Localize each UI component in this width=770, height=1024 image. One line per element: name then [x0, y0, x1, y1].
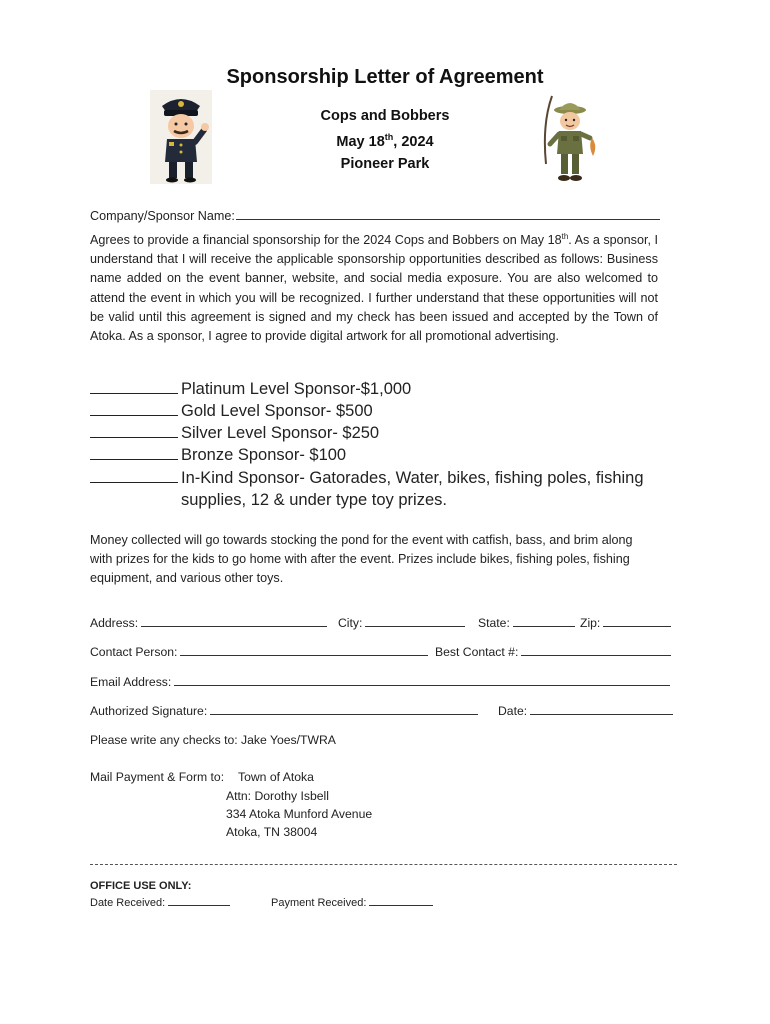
- level-bronze[interactable]: Bronze Sponsor- $100: [90, 446, 346, 465]
- fisherman-illustration: [538, 94, 602, 186]
- zip-field[interactable]: Zip:: [580, 616, 671, 630]
- police-officer-illustration: [150, 90, 212, 184]
- mail-line-3: 334 Atoka Munford Avenue: [226, 807, 373, 821]
- mail-line-2: Attn: Dorothy Isbell: [226, 789, 329, 803]
- sponsor-name-line[interactable]: [236, 218, 660, 220]
- address-field[interactable]: Address:: [90, 616, 327, 630]
- office-divider: [90, 864, 677, 865]
- sponsor-name-field[interactable]: [90, 209, 660, 223]
- level-gold[interactable]: Gold Level Sponsor- $500: [90, 402, 373, 421]
- event-date: May 18th, 2024: [336, 132, 434, 150]
- level-in-kind[interactable]: In-Kind Sponsor- Gatorades, Water, bikes, fishing poles, fishing: [90, 469, 644, 488]
- event-location: Pioneer Park: [340, 156, 430, 172]
- state-field[interactable]: State:: [478, 616, 575, 630]
- mail-label: Mail Payment & Form to:: [90, 770, 225, 784]
- agreement-paragraph: Agrees to provide a financial sponsorship for the 2024 Cops and Bobbers on May 18th. As a sponsor, I understand that I will receive the applicable sponsorship opportunities described as follows: Business name added on the event banner, website, and social media exposure. You are also welcomed to attend the event in which you will be recognized. I further understand that these opportunities will not be valid until this agreement is signed and my check has been issued and accepted by the Town of Atoka. As a sponsor, I agree to provide digital artwork for all promotional advertising.: [90, 231, 658, 344]
- date-field[interactable]: Date:: [498, 704, 673, 718]
- level-platinum[interactable]: Platinum Level Sponsor-$1,000: [90, 380, 411, 399]
- checks-note: Please write any checks to: Jake Yoes/TWRA: [90, 733, 336, 747]
- signature-field[interactable]: Authorized Signature:: [90, 704, 478, 718]
- email-field[interactable]: Email Address:: [90, 675, 670, 689]
- level-in-kind-continuation: supplies, 12 & under type toy prizes.: [181, 491, 447, 509]
- level-silver[interactable]: Silver Level Sponsor- $250: [90, 424, 379, 443]
- money-note: Money collected will go towards stocking the pond for the event with catfish, bass, and brim along with prizes for the kids to go home with after the event. Prizes include bikes, fishing poles, fishing equipment, and various other toys.: [90, 533, 633, 586]
- city-field[interactable]: City:: [338, 616, 465, 630]
- office-use-heading: OFFICE USE ONLY:: [90, 880, 192, 892]
- best-contact-field[interactable]: Best Contact #:: [435, 645, 671, 659]
- sponsor-name-label: Company/Sponsor Name:: [90, 209, 235, 223]
- contact-person-field[interactable]: Contact Person:: [90, 645, 428, 659]
- date-received-field[interactable]: Date Received:: [90, 897, 230, 909]
- mail-line-1: Town of Atoka: [238, 770, 314, 784]
- document-title: Sponsorship Letter of Agreement: [226, 66, 544, 88]
- event-name: Cops and Bobbers: [320, 108, 450, 124]
- payment-received-field[interactable]: Payment Received:: [271, 897, 433, 909]
- mail-line-4: Atoka, TN 38004: [226, 825, 318, 839]
